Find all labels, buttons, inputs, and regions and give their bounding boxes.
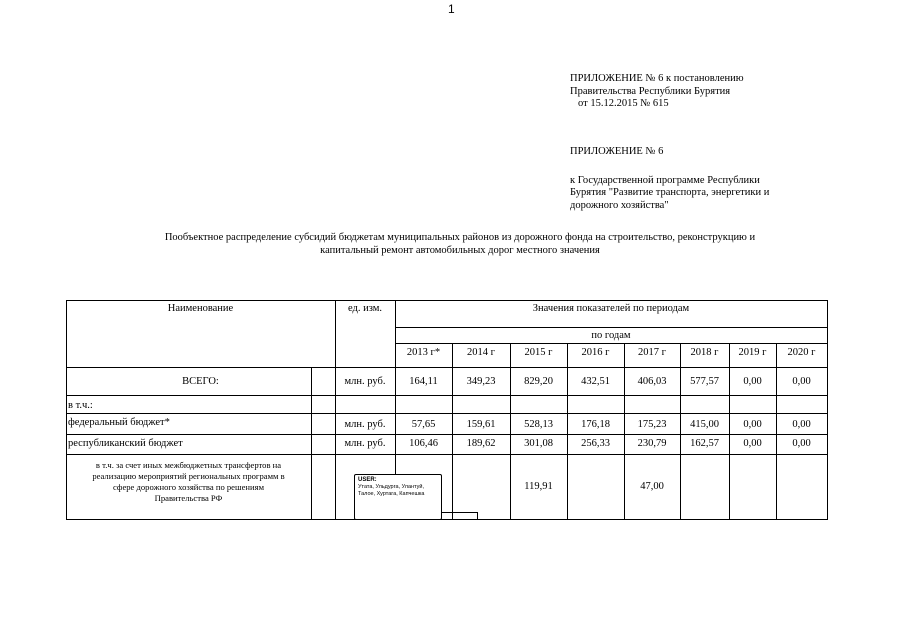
- table-cell: 57,65: [411, 419, 436, 430]
- row-other-line: Правительства РФ: [154, 493, 223, 503]
- table-cell: 0,00: [743, 419, 762, 430]
- table-cell: 349,23: [466, 376, 496, 387]
- appendix-header: [570, 73, 744, 111]
- table-cell: 0,00: [743, 376, 762, 387]
- table-cell: 432,51: [581, 376, 610, 387]
- table-cell: 119,91: [524, 481, 553, 492]
- table-cell: 829,20: [524, 376, 553, 387]
- table-cell: 189,62: [466, 438, 496, 449]
- year-header: 2017 г: [638, 347, 666, 358]
- header-unit: ед. изм.: [347, 303, 382, 314]
- header-by-years: по годам: [591, 330, 631, 341]
- table-rule: [311, 367, 312, 520]
- appendix-subheader: [570, 146, 769, 212]
- appendix-sub-line: ПРИЛОЖЕНИЕ № 6: [570, 146, 664, 157]
- comment-text: Талое, Хуртага, Капчешка: [358, 491, 425, 497]
- table-cell: 47,00: [640, 481, 664, 492]
- comment-author: USER:: [358, 477, 377, 483]
- document-title: [90, 232, 830, 257]
- appendix-header-line: ПРИЛОЖЕНИЕ № 6 к постановлению: [570, 73, 744, 84]
- table-cell: 256,33: [581, 438, 610, 449]
- year-header: 2020 г: [787, 347, 816, 358]
- table-rule: [66, 413, 828, 414]
- table-cell: 164,11: [409, 376, 438, 387]
- table-rule: [776, 343, 777, 520]
- table-rule: [66, 395, 828, 396]
- row-other-line: в т.ч. за счет иных межбюджетных трансфертов на: [95, 460, 282, 470]
- appendix-sub-line: к Государственной программе Республики: [570, 174, 760, 186]
- title-line: капитальный ремонт автомобильных дорог местного значения: [320, 244, 600, 256]
- comment-note[interactable]: [354, 474, 442, 520]
- row-other-line: сфере дорожного хозяйства по решениям: [112, 482, 265, 492]
- table-cell: 0,00: [792, 438, 811, 449]
- row-other-line: реализацию мероприятий региональных программ в: [92, 471, 285, 481]
- table-cell: 528,13: [524, 419, 553, 430]
- row-total-unit: млн. руб.: [344, 376, 386, 387]
- table-border: [827, 300, 828, 520]
- table-rule: [452, 343, 453, 520]
- header-periods: Значения показателей по периодам: [532, 303, 690, 314]
- year-header: 2019 г: [738, 347, 767, 358]
- table-rule: [567, 343, 568, 520]
- table-rule: [680, 343, 681, 520]
- table-cell: 0,00: [792, 419, 811, 430]
- table-cell: 406,03: [637, 376, 667, 387]
- appendix-sub-line: Бурятия "Развитие транспорта, энергетики и: [570, 187, 770, 198]
- year-header: 2018 г: [690, 347, 719, 358]
- row-total-name: ВСЕГО:: [182, 376, 219, 387]
- year-header: 2016 г: [581, 347, 610, 358]
- appendix-sub-line: дорожного хозяйства": [570, 199, 669, 211]
- table-cell: 0,00: [743, 438, 762, 449]
- table-cell: 162,57: [690, 438, 719, 449]
- table-rule: [335, 300, 336, 520]
- row-republic-name: республиканский бюджет: [68, 438, 183, 449]
- table-cell: 230,79: [637, 438, 667, 449]
- table-border: [66, 300, 828, 301]
- row-federal-name: федеральный бюджет*: [68, 417, 170, 428]
- table-cell: 175,23: [637, 419, 667, 430]
- year-header: 2013 г*: [406, 347, 441, 358]
- table-cell: 577,57: [690, 376, 719, 387]
- header-name: Наименование: [167, 303, 234, 314]
- table-rule: [624, 343, 625, 520]
- table-rule: [66, 454, 828, 455]
- comment-connector: [442, 512, 478, 520]
- row-other-name: [66, 460, 311, 504]
- table-cell: 106,46: [409, 438, 438, 449]
- row-federal-unit: млн. руб.: [344, 419, 386, 430]
- title-line: Пообъектное распределение субсидий бюджетам муниципальных районов из дорожного фонда на строительство, реконструкцию и: [164, 232, 756, 243]
- table-rule: [66, 434, 828, 435]
- row-incl-name: в т.ч.:: [68, 400, 93, 411]
- table-cell: 159,61: [466, 419, 496, 430]
- table-cell: 301,08: [524, 438, 553, 449]
- year-header: 2014 г: [467, 347, 495, 358]
- table-rule: [66, 367, 828, 368]
- table-cell: 0,00: [792, 376, 811, 387]
- table-rule: [395, 327, 828, 328]
- appendix-header-line: от 15.12.2015 № 615: [578, 98, 669, 109]
- spacer: [570, 159, 769, 175]
- comment-text: Утата, Ульдурга, Улантуй,: [358, 484, 424, 490]
- table-rule: [729, 343, 730, 520]
- table-rule: [510, 343, 511, 520]
- table-cell: 415,00: [690, 419, 719, 430]
- year-header: 2015 г: [524, 347, 553, 358]
- table-cell: 176,18: [581, 419, 610, 430]
- table-rule: [395, 343, 828, 344]
- data-table: [66, 300, 828, 520]
- row-republic-unit: млн. руб.: [344, 438, 386, 449]
- page-number: 1: [448, 2, 455, 16]
- appendix-header-line: Правительства Республики Бурятия: [570, 85, 731, 97]
